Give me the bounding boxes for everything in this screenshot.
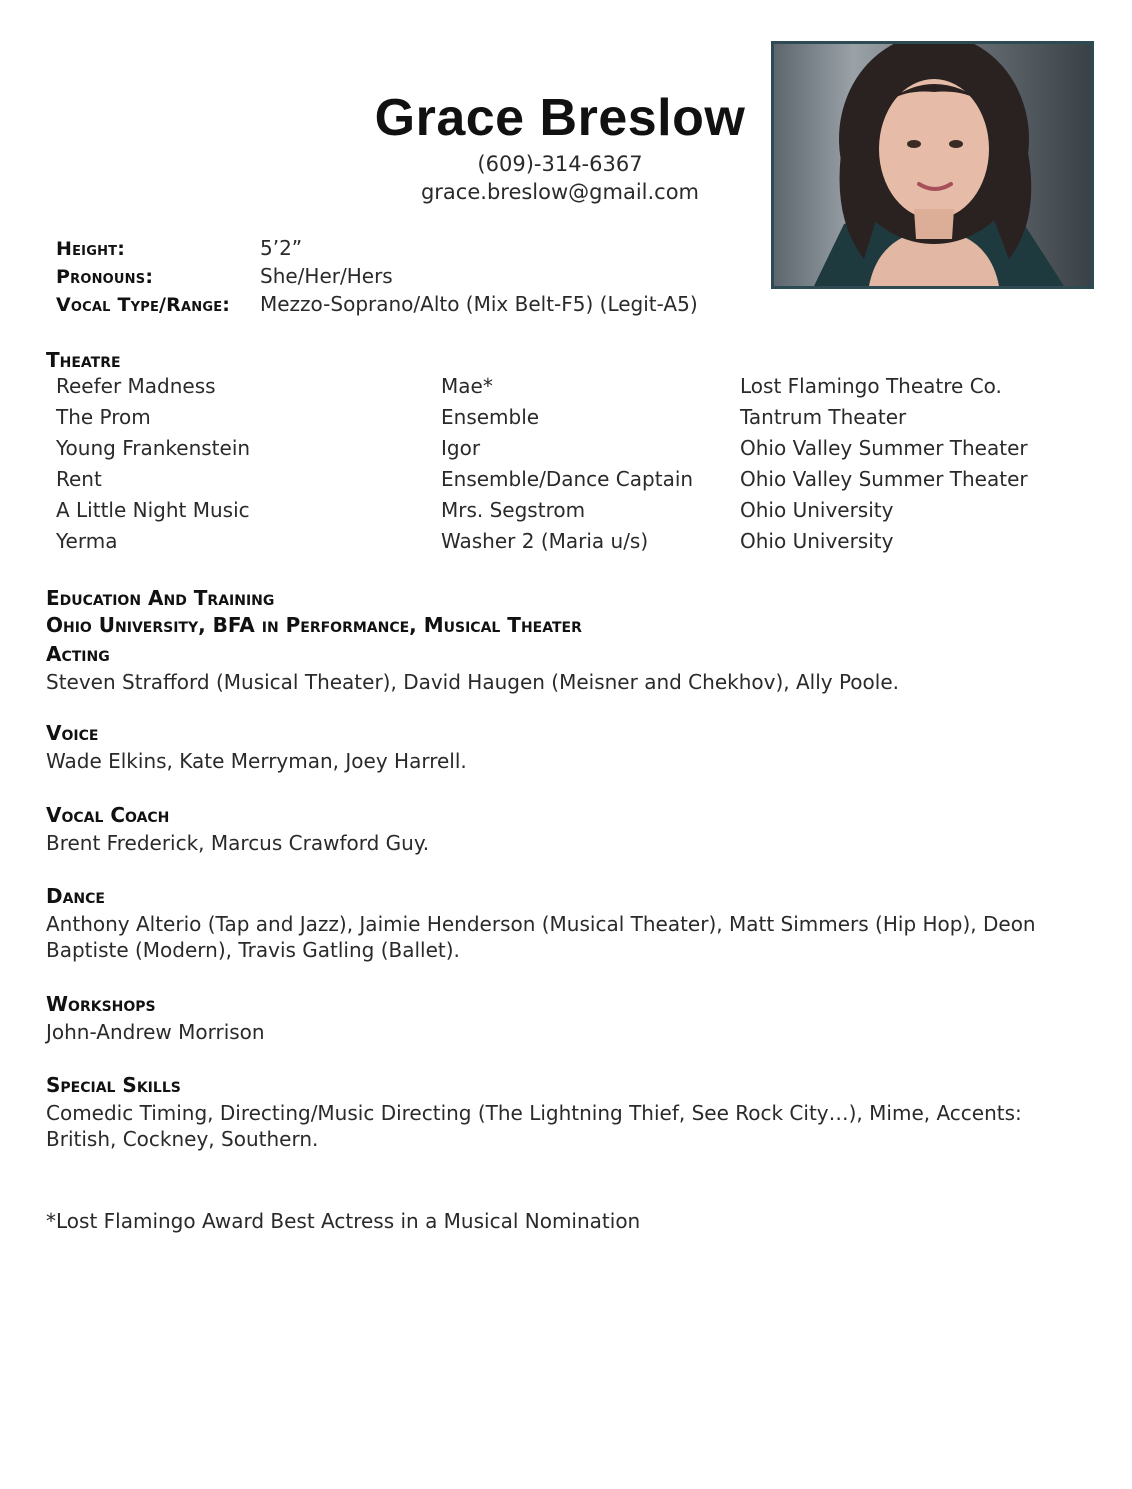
vocal-coach-heading: Vocal Coach xyxy=(46,803,170,827)
credit-row xyxy=(56,436,1116,467)
education-heading: Education And Training xyxy=(46,586,275,610)
credit-show: A Little Night Music xyxy=(56,498,250,522)
acting-heading: Acting xyxy=(46,642,110,666)
credit-venue: Tantrum Theater xyxy=(740,405,907,429)
credit-role: Ensemble/Dance Captain xyxy=(441,467,694,491)
credit-row xyxy=(56,467,1116,498)
credit-role: Mae* xyxy=(441,374,493,398)
dance-heading: Dance xyxy=(46,884,105,908)
credit-role: Igor xyxy=(441,436,481,460)
credit-show: Yerma xyxy=(56,529,118,553)
credit-role: Ensemble xyxy=(441,405,540,429)
headshot-illustration xyxy=(774,44,1091,286)
headshot-photo xyxy=(771,41,1094,289)
credit-row xyxy=(56,405,1116,436)
stat-value: Mezzo-Soprano/Alto (Mix Belt-F5) (Legit-A5) xyxy=(260,292,698,316)
stat-label: Height: xyxy=(56,238,126,260)
credit-show: Reefer Madness xyxy=(56,374,216,398)
credit-show: The Prom xyxy=(56,405,151,429)
dance-teachers: Anthony Alterio (Tap and Jazz), Jaimie Henderson (Musical Theater), Matt Simmers (Hip Hop), Deon Baptiste (Modern), Travis Gatling (Ballet). xyxy=(46,912,1036,962)
credit-row xyxy=(56,498,1116,529)
credit-venue: Ohio University xyxy=(740,529,894,553)
credit-venue: Ohio University xyxy=(740,498,894,522)
credit-venue: Lost Flamingo Theatre Co. xyxy=(740,374,1002,398)
phone-number: (609)-314-6367 xyxy=(477,152,643,176)
workshops-list: John-Andrew Morrison xyxy=(46,1020,265,1044)
special-skills-heading: Special Skills xyxy=(46,1073,181,1097)
school-heading: Ohio University, BFA in Performance, Musical Theater xyxy=(46,613,582,637)
credit-venue: Ohio Valley Summer Theater xyxy=(740,436,1028,460)
credit-row xyxy=(56,529,1116,560)
theatre-credits xyxy=(56,374,1116,560)
stat-label: Vocal Type/Range: xyxy=(56,294,231,316)
theatre-heading: Theatre xyxy=(46,348,121,372)
credit-role: Mrs. Segstrom xyxy=(441,498,586,522)
credit-show: Rent xyxy=(56,467,102,491)
performer-name: Grace Breslow xyxy=(374,89,746,147)
credit-venue: Ohio Valley Summer Theater xyxy=(740,467,1028,491)
voice-teachers: Wade Elkins, Kate Merryman, Joey Harrell. xyxy=(46,749,467,773)
credit-row xyxy=(56,374,1116,405)
workshops-heading: Workshops xyxy=(46,992,156,1016)
special-skills-list: Comedic Timing, Directing/Music Directing (The Lightning Thief, See Rock City…), Mime, Accents: British, Cockney, Southern. xyxy=(46,1101,1022,1151)
stat-value: 5’2” xyxy=(260,236,303,260)
stat-label: Pronouns: xyxy=(56,266,154,288)
stat-value: She/Her/Hers xyxy=(260,264,393,288)
vocal-coaches: Brent Frederick, Marcus Crawford Guy. xyxy=(46,831,430,855)
voice-heading: Voice xyxy=(46,721,99,745)
email-address: grace.breslow@gmail.com xyxy=(420,180,700,204)
award-footnote: *Lost Flamingo Award Best Actress in a Musical Nomination xyxy=(46,1209,641,1233)
acting-teachers: Steven Strafford (Musical Theater), David Haugen (Meisner and Chekhov), Ally Poole. xyxy=(46,670,899,694)
credit-show: Young Frankenstein xyxy=(56,436,251,460)
credit-role: Washer 2 (Maria u/s) xyxy=(441,529,649,553)
